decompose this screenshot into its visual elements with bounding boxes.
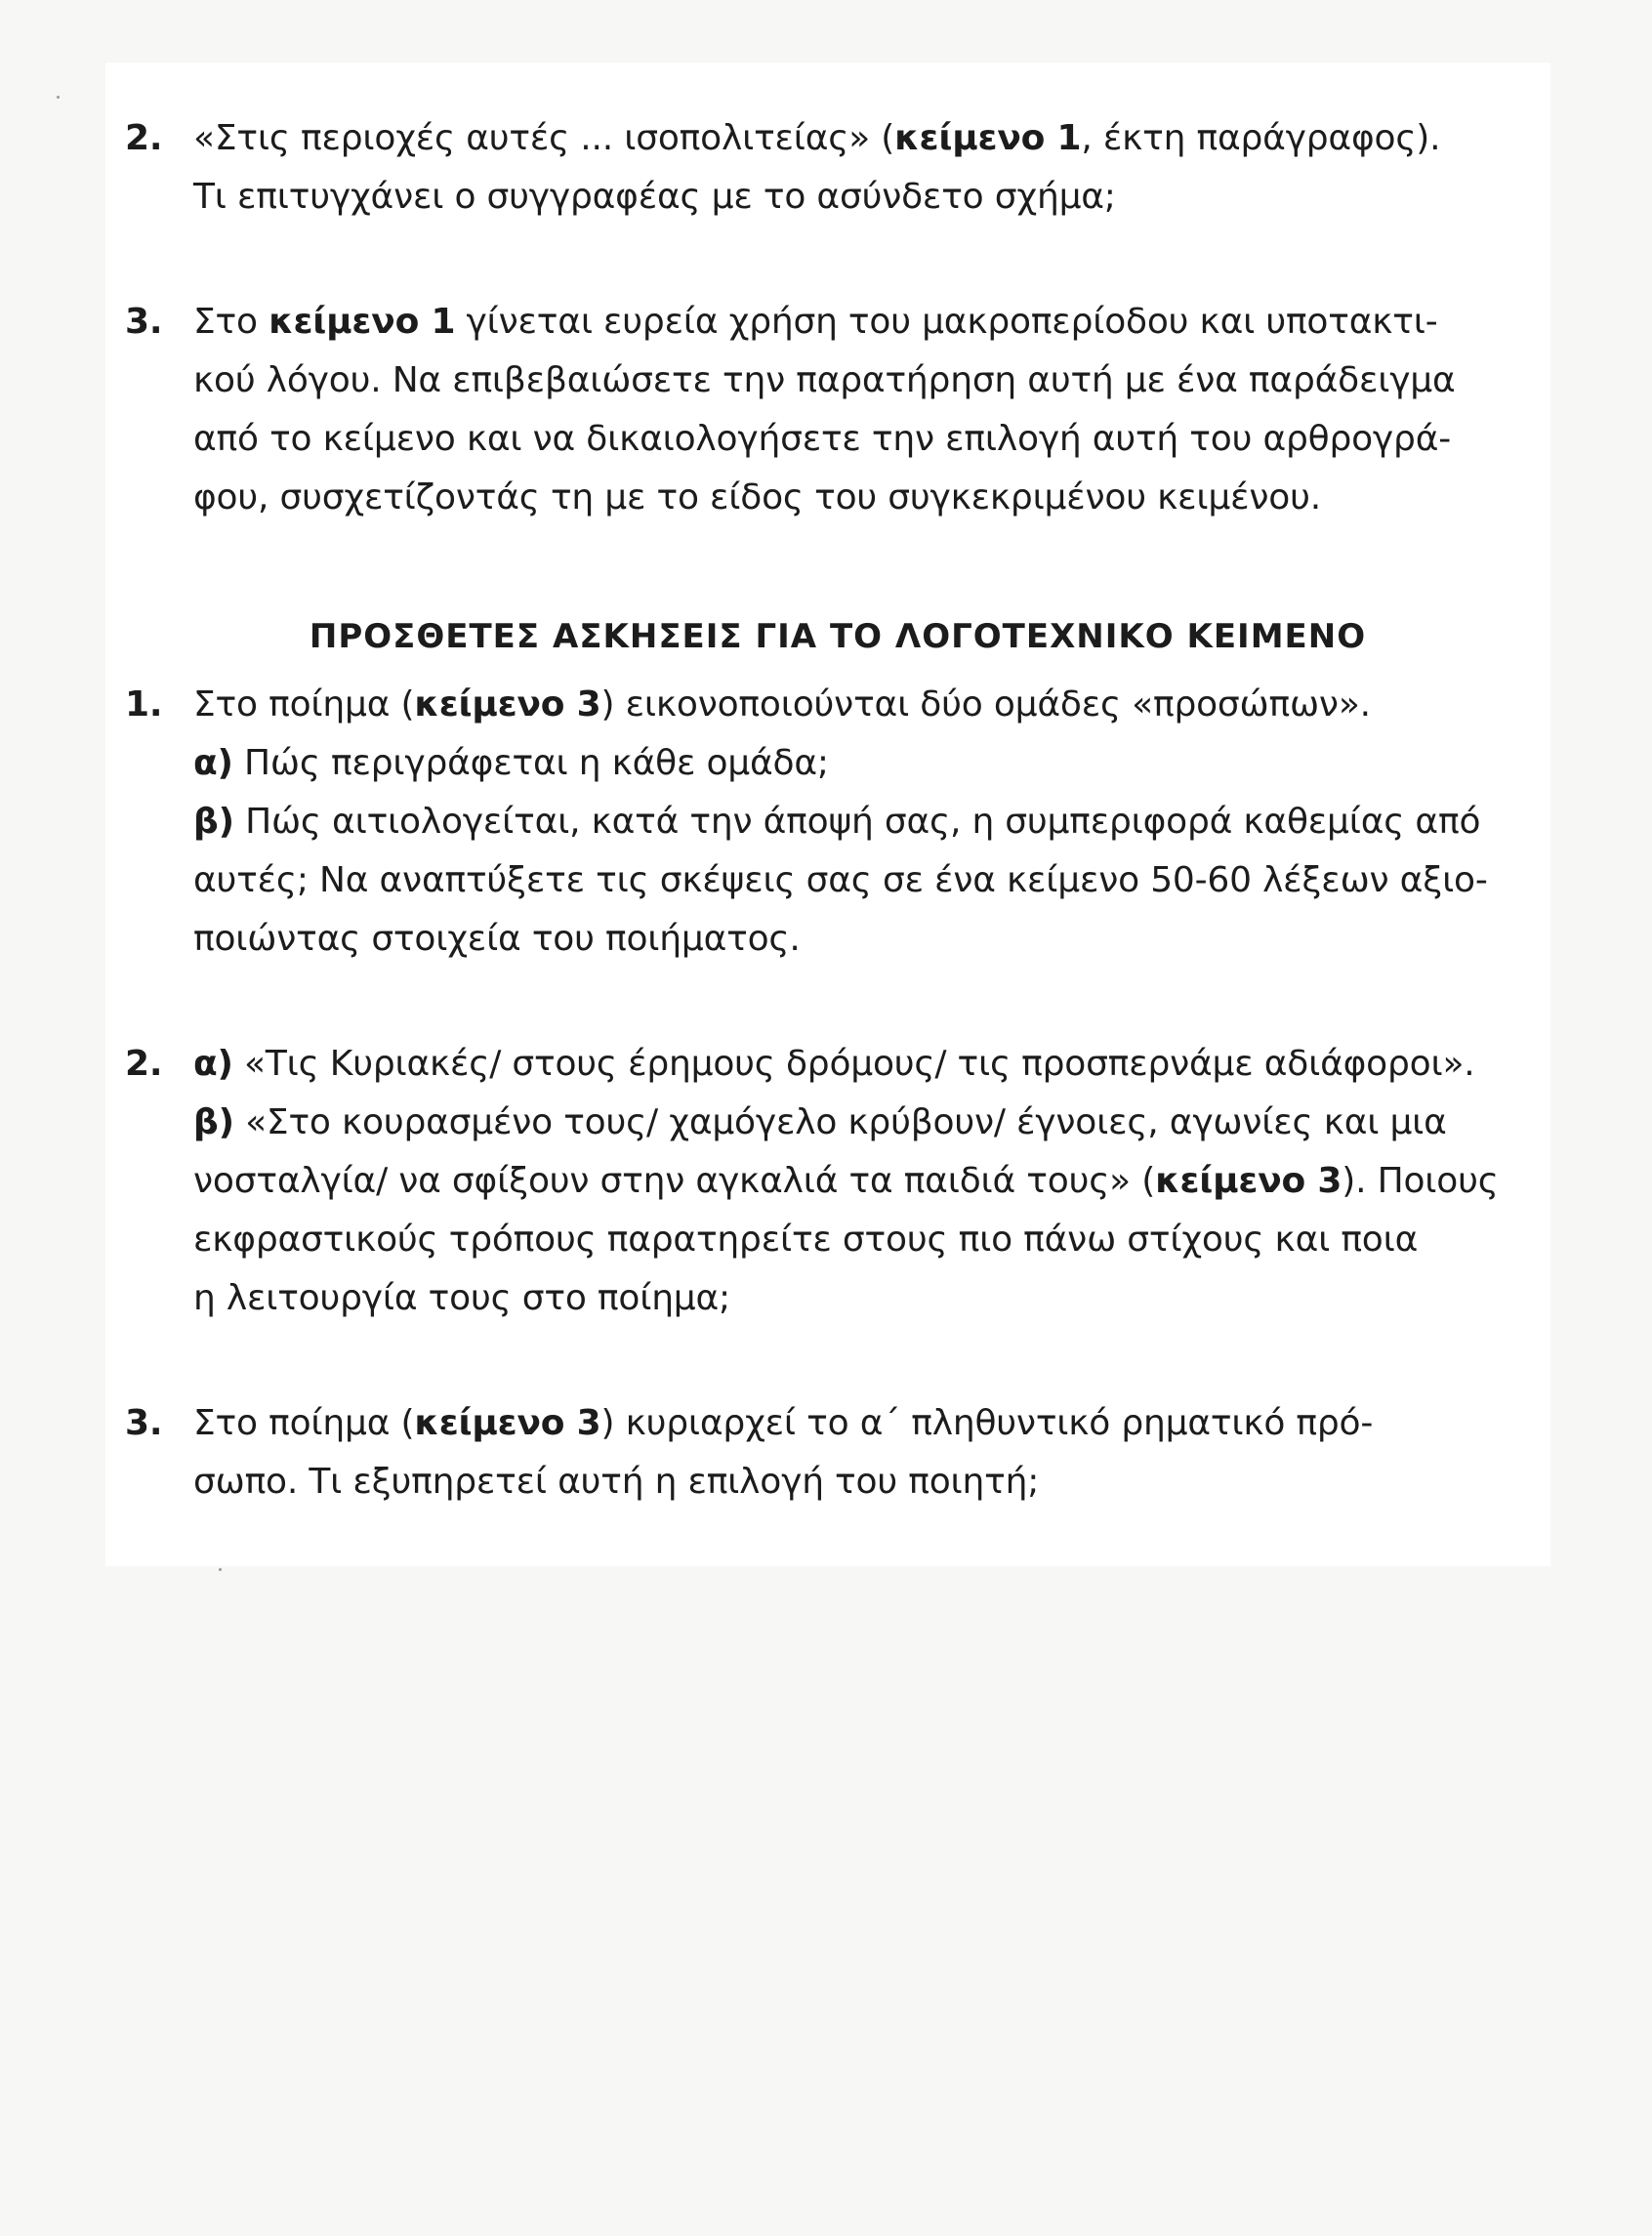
literary-question-1: 1. Στο ποίημα (κείμενο 3) εικονοποιούνται δύο ομάδες «προσώπων». α) Πώς περιγράφεται η κάθε ομάδα; β) Πώς αιτιολογείται, κατά την άποψή σας, η συμπεριφορά καθεμίας από αυτές; Να αναπτύξετε τις σκέψεις σας σε ένα κείμενο 50-60 λέξεων αξιο- ποιώντας στοιχεία του ποιήματος. [125, 676, 1550, 969]
subquestion-label: α) [193, 743, 233, 783]
subquestion-label: α) [193, 1044, 233, 1084]
question-3: 3. Στο κείμενο 1 γίνεται ευρεία χρήση του μακροπερίοδου και υποτακτι- κού λόγου. Να επιβεβαιώσετε την παρατήρηση αυτή με ένα παράδειγμα από το κείμενο και να δικαιολογήσετε την επιλογή αυτή του αρθρογρά- φου, συσχετίζοντάς τη με το είδος του συγκεκριμένου κειμένου. [125, 293, 1550, 527]
scan-speck [57, 96, 60, 99]
question-number: 2. [125, 118, 163, 158]
question-number: 2. [125, 1044, 163, 1084]
question-number: 1. [125, 684, 163, 725]
question-number: 3. [125, 1403, 163, 1443]
scan-speck [219, 1568, 222, 1571]
literary-question-3: 3. Στο ποίημα (κείμενο 3) κυριαρχεί το α΄ πληθυντικό ρηματικό πρό- σωπο. Τι εξυπηρετεί αυτή η επιλογή του ποιητή; [125, 1394, 1550, 1511]
question-number: 3. [125, 302, 163, 342]
section-heading: ΠΡΟΣΘΕΤΕΣ ΑΣΚΗΣΕΙΣ ΓΙΑ ΤΟ ΛΟΓΟΤΕΧΝΙΚΟ ΚΕΙΜΕΝΟ [309, 617, 1367, 656]
subquestion-label: β) [193, 802, 234, 842]
subquestion-label: β) [193, 1102, 234, 1142]
document-content [125, 109, 1550, 1511]
question-2: 2. «Στις περιοχές αυτές ... ισοπολιτείας» (κείμενο 1, έκτη παράγραφος). Τι επιτυγχάνει ο συγγραφέας με το ασύνδετο σχήμα; [125, 109, 1550, 227]
literary-question-2: 2. α) «Τις Κυριακές/ στους έρημους δρόμους/ τις προσπερνάμε αδιάφοροι». β) «Στο κουρασμένο τους/ χαμόγελο κρύβουν/ έγνοιες, αγωνίες και μια νοσταλγία/ να σφίξουν στην αγκαλιά τα παιδιά τους» (κείμενο 3). Ποιους εκφραστικούς τρόπους παρατηρείτε στους πιο πάνω στίχους και ποια η λειτουργία τους στο ποίημα; [125, 1035, 1550, 1328]
